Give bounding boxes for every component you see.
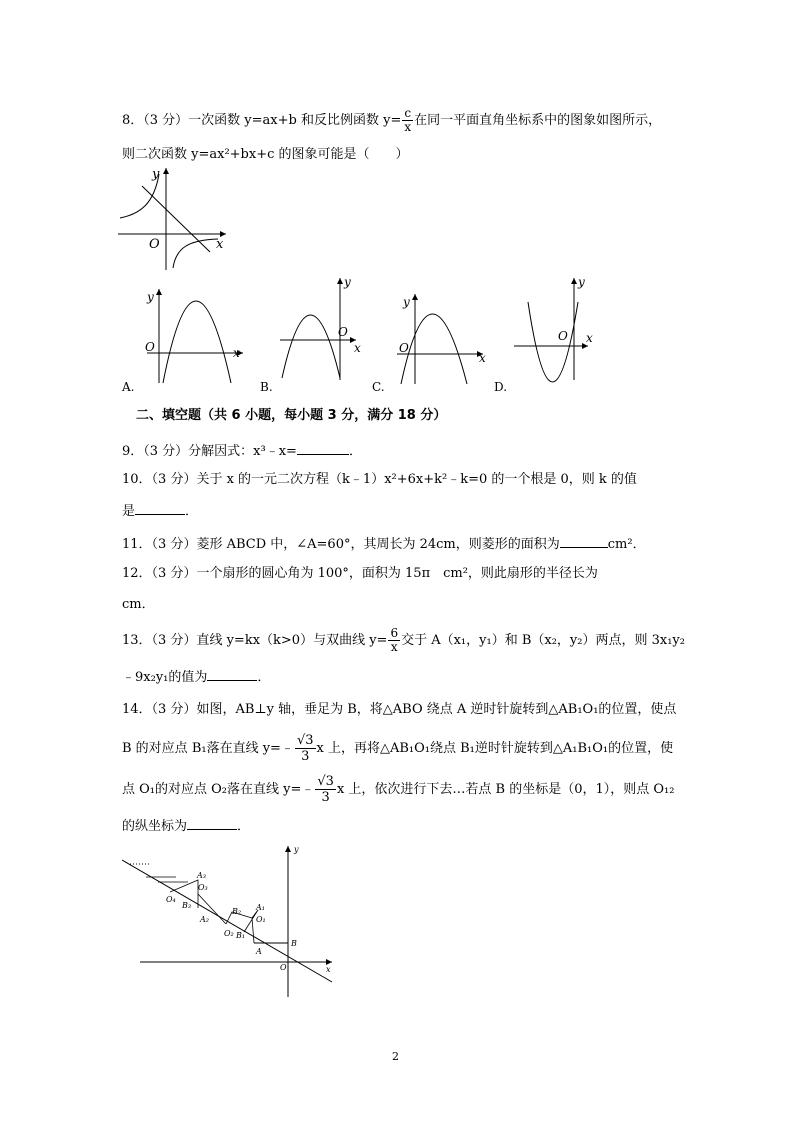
section-2-heading: 二、填空题（共 6 小题，每小题 3 分，满分 18 分） <box>136 408 447 423</box>
q14-line4: 的纵坐标为 ． <box>122 815 250 837</box>
q10-line1: 10．（3 分）关于 x 的一元二次方程（k﹣1）x²+6x+k²﹣k=0 的一个根是 0，则 k 的值 <box>122 472 637 487</box>
q11-line: 11．（3 分）菱形 ABCD 中，∠A=60°，其周长为 24cm，则菱形的面积为 cm²． <box>122 533 646 555</box>
q8-line2: 则二次函数 y=ax²+bx+c 的图象可能是（ ） <box>122 147 409 162</box>
option-d-y-label: y <box>578 275 585 289</box>
q13-fraction: $\frac{6}{x}$ <box>390 626 399 654</box>
fig-label-b3: B₃ <box>182 901 192 910</box>
fig-label-y: y <box>294 845 299 854</box>
option-d-x-label: x <box>586 331 593 345</box>
q13-answer-blank[interactable] <box>207 666 257 681</box>
option-c-y-label: y <box>403 295 410 309</box>
option-a-x-label: x <box>233 346 240 360</box>
page-number: 2 <box>392 1050 399 1063</box>
option-d-label[interactable]: D. <box>494 380 508 394</box>
q8-axis-x-label: x <box>216 237 224 252</box>
q14-line1: 14．（3 分）如图，AB⊥y 轴，垂足为 B，将△ABO 绕点 A 逆时针旋转到△AB₁O₁的位置，使点 <box>122 702 677 717</box>
fig-label-o4: O₄ <box>166 895 176 904</box>
fig-label-a: A <box>256 947 262 956</box>
q8-fraction: $\frac{c}{x}$ <box>404 106 412 134</box>
q14-sqrt-fraction-2: $\frac{√3}{3}$ <box>317 774 334 805</box>
option-a-label[interactable]: A. <box>122 380 135 394</box>
q8-option-d-graph <box>512 272 594 384</box>
q8-origin-label: O <box>149 237 160 252</box>
fig-label-b: B <box>291 939 297 948</box>
option-c-label[interactable]: C. <box>372 380 385 394</box>
q10-answer-blank[interactable] <box>135 500 185 515</box>
option-c-origin: O <box>399 341 409 355</box>
option-d-origin: O <box>558 329 568 343</box>
q13-line2: ﹣9x₂y₁的值为 ． <box>122 666 270 688</box>
option-a-origin: O <box>145 340 155 354</box>
option-c-x-label: x <box>479 351 486 365</box>
q8-axis-y-label: y <box>152 167 160 182</box>
option-b-x-label: x <box>354 341 361 355</box>
fig-label-o: O <box>280 963 287 972</box>
fig-label-o1: O₁ <box>256 915 266 924</box>
q13-line1: 13．（3 分）直线 y=kx（k>0）与双曲线 y= $\frac{6}{x}$ 交于 A（x₁，y₁）和 B（x₂，y₂）两点，则 3x₁y₂ <box>122 626 685 654</box>
q14-sqrt-fraction-1: $\frac{√3}{3}$ <box>296 733 314 764</box>
q14-answer-blank[interactable] <box>187 815 237 830</box>
q14-line3: 点 O₁的对应点 O₂落在直线 y=﹣ $\frac{√3}{3}$ x 上，依次进行下去…若点 B 的坐标是（0，1），则点 O₁₂ <box>122 774 675 805</box>
q9-line: 9．（3 分）分解因式：x³﹣x= ． <box>122 440 362 462</box>
q8-line1: 8．（3 分）一次函数 y=ax+b 和反比例函数 y= $\frac{c}{x}$ 在同一平面直角坐标系中的图象如图所示， <box>122 106 662 134</box>
option-b-y-label: y <box>344 275 351 289</box>
option-b-label[interactable]: B. <box>260 380 273 394</box>
q9-answer-blank[interactable] <box>297 440 349 455</box>
fig-label-b1: B₁ <box>236 931 246 940</box>
option-b-origin: O <box>338 325 348 339</box>
fig-label-a2: A₂ <box>200 915 209 924</box>
q8-option-b-graph <box>278 272 368 384</box>
q12-line1: 12．（3 分）一个扇形的圆心角为 100°，面积为 15π cm²，则此扇形的半径长为 <box>122 566 598 581</box>
q14-rotation-figure <box>118 842 338 998</box>
q11-answer-blank[interactable] <box>560 533 608 548</box>
fig-label-a3: A₃ <box>197 871 206 880</box>
fig-label-x: x <box>326 965 331 974</box>
option-a-y-label: y <box>147 290 154 304</box>
q8-main-graph <box>118 166 228 272</box>
fig-label-b2: B₂ <box>232 907 242 916</box>
fig-label-o2: O₂ <box>224 929 234 938</box>
q8-option-a-graph <box>143 283 249 385</box>
q10-line2: 是 ． <box>122 500 198 522</box>
q12-line2: cm． <box>122 597 155 612</box>
fig-label-a1: A₁ <box>256 903 265 912</box>
q14-line2: B 的对应点 B₁落在直线 y=﹣ $\frac{√3}{3}$ x 上，再将△AB₁O₁绕点 B₁逆时针旋转到△A₁B₁O₁的位置，使 <box>122 733 674 764</box>
q8-option-c-graph <box>395 290 491 386</box>
fig-label-o3: O₃ <box>198 883 208 892</box>
